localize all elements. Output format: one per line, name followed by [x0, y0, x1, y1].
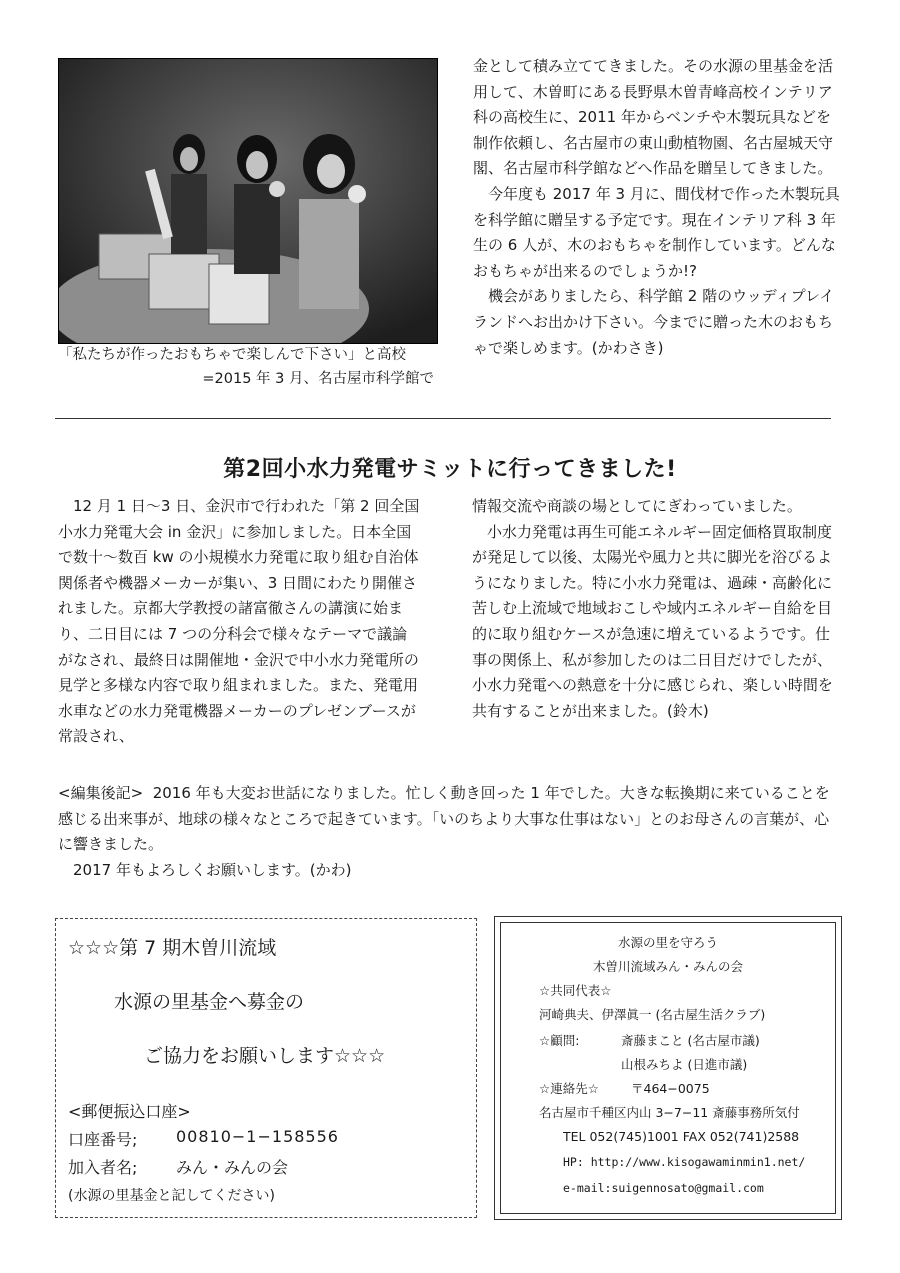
photo-caption-line2: =2015 年 3 月、名古屋市科学館で — [202, 371, 434, 387]
wood-toys-article-continued — [473, 54, 841, 361]
postal-code: 〒464−0075 — [631, 1081, 710, 1096]
paragraph: 12 月 1 日〜3 日、金沢市で行われた「第 2 回全国小水力発電大会 in 金沢」に参加しました。日本全国で数十〜数百 kw の小規模水力発電に取り組む自治体関係者や機器メーカーが集い、3 日間にわたり開催されました。京都大学教授の諸富徹さんの講演に始まり、二日目には 7 つの分科会で様々なテーマで議論がなされ、最終日は開催地・金沢で中小水力発電所の見学と多様な内容で取り組まれました。また、発電用水車などの水力発電機器メーカーのプレゼンブースが常設され、 — [58, 497, 420, 746]
article-headline: 第2回小水力発電サミットに行ってきました! — [223, 457, 677, 482]
advisor-heading: ☆顧問: — [539, 1033, 580, 1048]
editor-note-body — [58, 781, 838, 858]
email-link[interactable]: e-mail:suigennosato@gmail.com — [563, 1181, 764, 1195]
rep-heading: ☆共同代表☆ — [539, 983, 612, 998]
summit-article-right — [472, 494, 844, 724]
holder-label: 加入者名; — [68, 1158, 138, 1177]
fund-appeal-box — [55, 918, 477, 1218]
editor-note — [58, 781, 838, 883]
paragraph: 情報交流や商談の場としてにぎわっていました。 — [472, 497, 802, 515]
photo-illustration — [59, 59, 437, 343]
holder-name: みん・みんの会 — [176, 1158, 289, 1177]
editor-note-heading: <編集後記> — [58, 784, 144, 802]
contact-heading: ☆連絡先☆ — [539, 1081, 599, 1096]
account-number: 00810−1−158556 — [176, 1127, 339, 1146]
fund-title-line2: 水源の里基金へ募金の — [114, 991, 305, 1013]
summit-article-left — [58, 494, 422, 750]
fund-note: (水源の里基金と記してください) — [68, 1188, 275, 1204]
account-label: 口座番号; — [68, 1130, 138, 1149]
tel-fax: TEL 052(745)1001 FAX 052(741)2588 — [563, 1129, 800, 1144]
students-photo — [58, 58, 438, 344]
fund-title-line3: ご協力をお願いします☆☆☆ — [144, 1045, 386, 1067]
address: 名古屋市千種区内山 3−7−11 斎藤事務所気付 — [539, 1105, 800, 1120]
photo-caption-line1: 「私たちが作ったおもちゃで楽しんで下さい」と高校 — [58, 347, 406, 363]
postal-heading: <郵便振込口座> — [68, 1102, 191, 1121]
homepage-link[interactable]: HP: http://www.kisogawaminmin1.net/ — [563, 1155, 806, 1169]
reps: 河崎典夫、伊澤眞一 (名古屋生活クラブ) — [539, 1007, 766, 1022]
paragraph: 機会がありましたら、科学館 2 階のウッディプレイランドへお出かけ下さい。今までに贈った木のおもちゃで楽しめます。(かわさき) — [473, 287, 835, 357]
advisor2: 山根みちよ (日進市議) — [621, 1057, 748, 1072]
org-title2: 木曽川流域みん・みんの会 — [592, 959, 743, 974]
section-divider — [55, 418, 831, 419]
advisor1: 斎藤まこと (名古屋市議) — [621, 1033, 760, 1048]
org-title1: 水源の里を守ろう — [617, 935, 718, 950]
fund-title-line1: ☆☆☆第 7 期木曽川流域 — [68, 937, 277, 959]
editor-note-closing: 2017 年もよろしくお願いします。(かわ) — [73, 860, 352, 879]
paragraph: 金として積み立ててきました。その水源の里基金を活用して、木曽町にある長野県木曽青峰高校インテリア科の高校生に、2011 年からベンチや木製玩具などを制作依頼し、名古屋市の東山動植物園、名古屋城天守閣、名古屋市科学館などへ作品を贈呈してきました。 — [473, 57, 834, 178]
paragraph: 今年度も 2017 年 3 月に、間伐材で作った木製玩具を科学館に贈呈する予定です。現在インテリア科 3 年生の 6 人が、木のおもちゃを制作しています。どんなおもちゃが出来るのでしょうか!? — [473, 184, 840, 280]
organization-box-inner — [500, 922, 836, 1214]
paragraph: 小水力発電は再生可能エネルギー固定価格買取制度が発足して以後、太陽光や風力と共に脚光を浴びるようになりました。特に小水力発電は、過疎・高齢化に苦しむ上流域で地域おこしや域内エネルギー自給を目的に取り組むケースが急速に増えているようです。仕事の関係上、私が参加したのは二日目だけでしたが、小水力発電への熱意を十分に感じられ、楽しい時間を共有することが出来ました。(鈴木) — [472, 522, 833, 720]
editor-note-text: 2016 年も大変お世話になりました。忙しく動き回った 1 年でした。大きな転換期に来ていることを感じる出来事が、地球の様々なところで起きています。「いのちより大事な仕事はない」とのお母さんの言葉が、心に響きました。 — [58, 784, 830, 854]
